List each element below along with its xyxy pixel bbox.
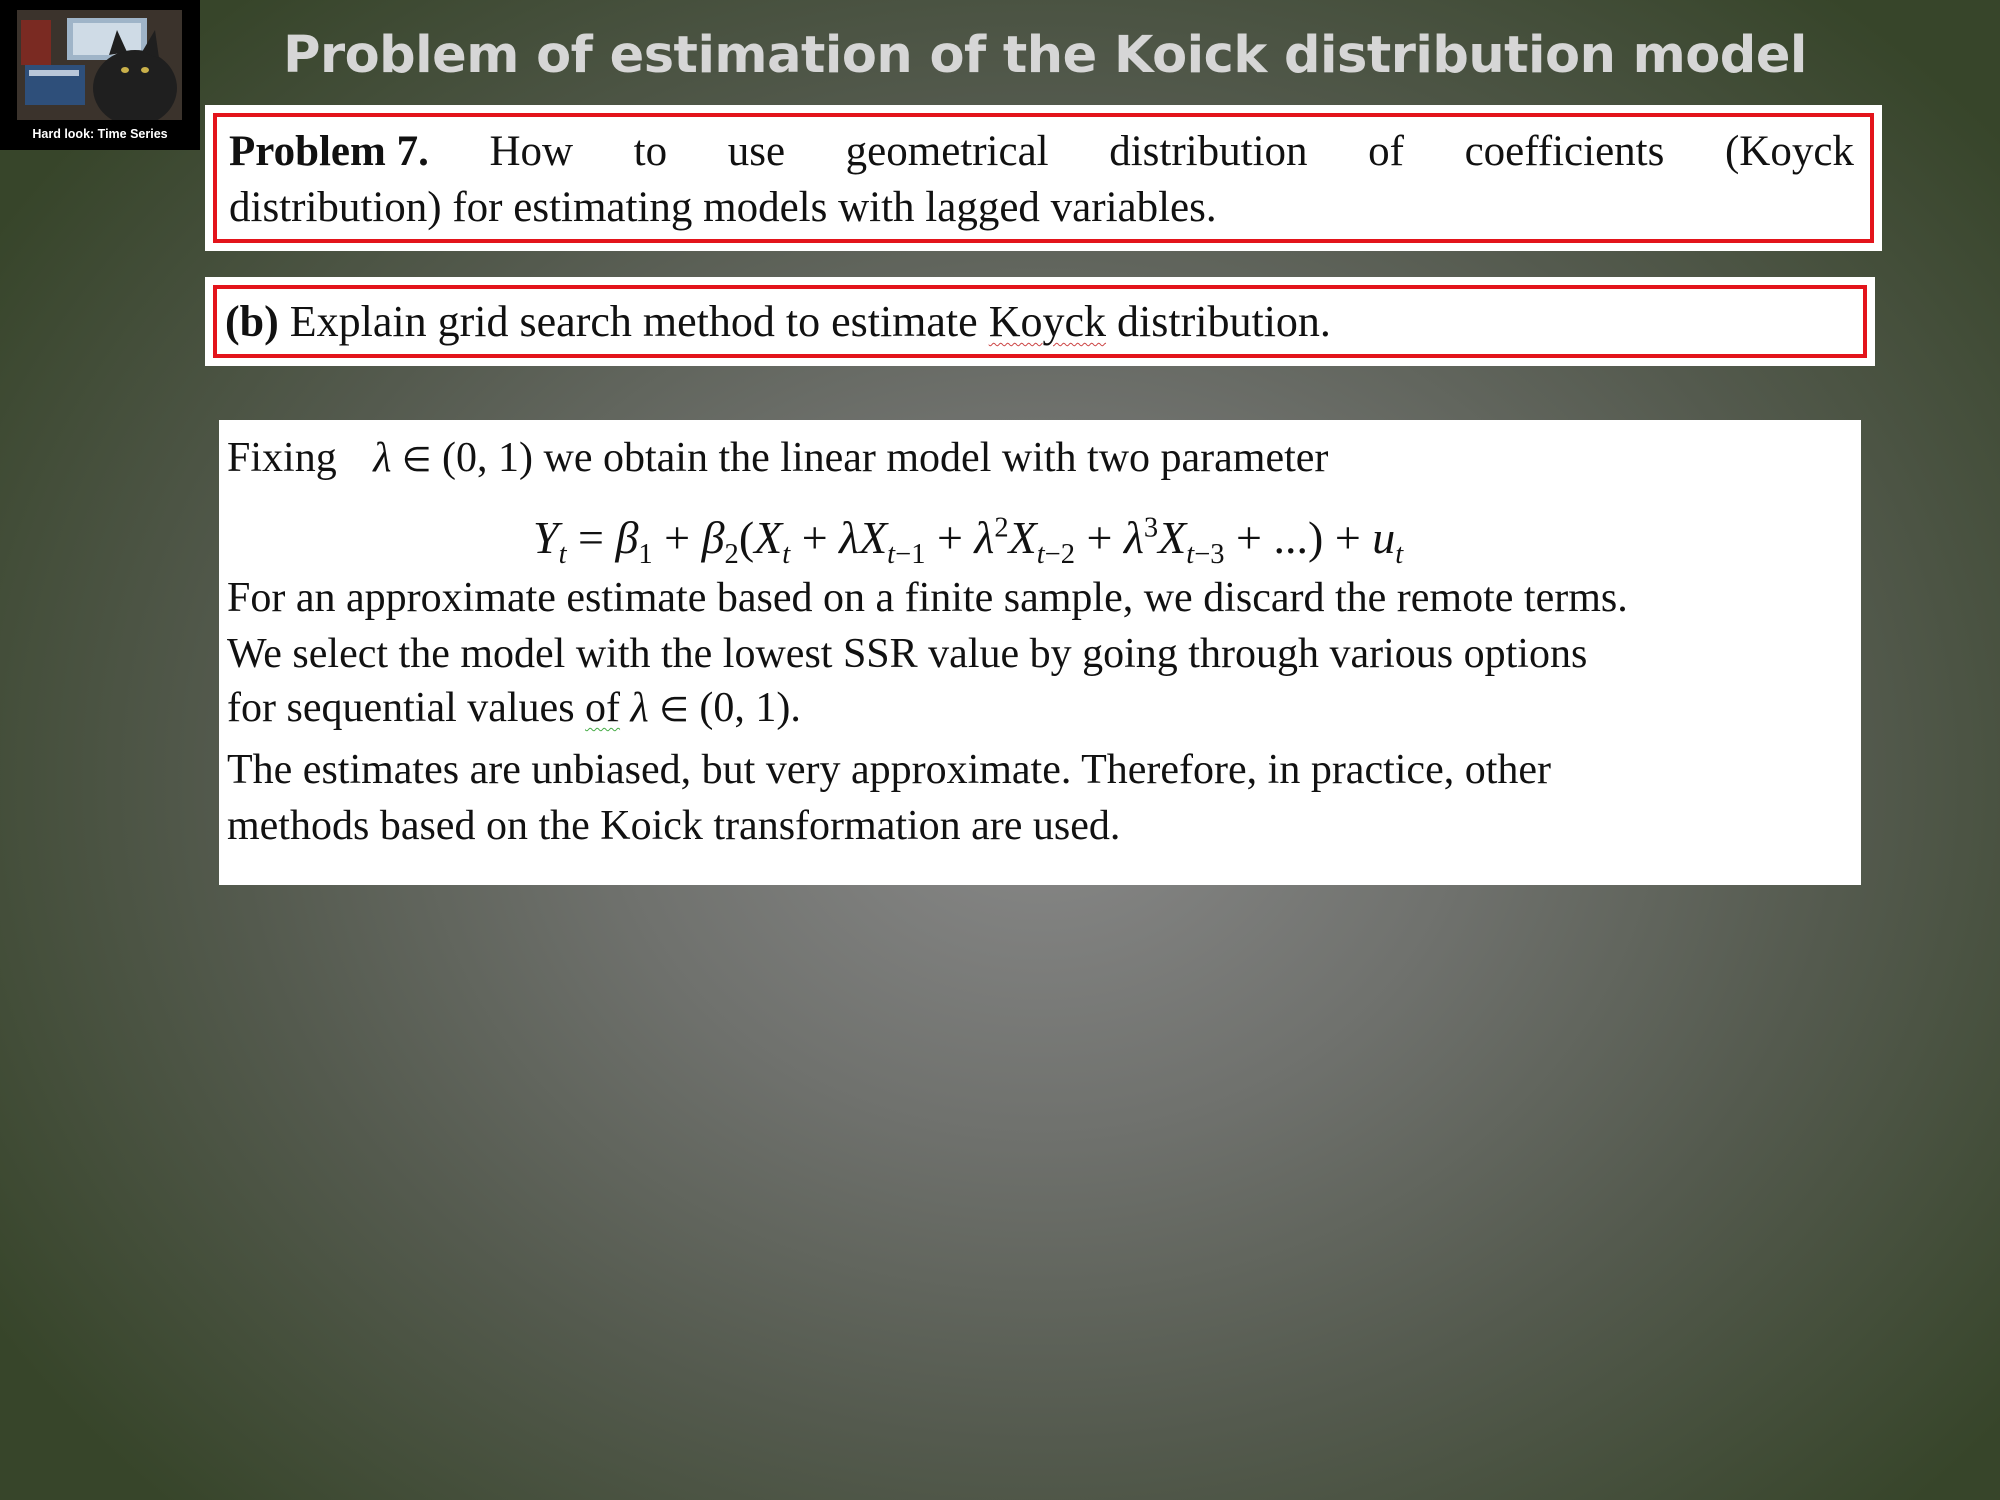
distributed-lag-equation: $Y_t = \beta_1 + \beta_2(X_t + \lambda X_{t-1} + \lambda^2X_{t-2} + \lambda^3X_{t-3}$ + ...) + $u_t$ (533, 512, 1404, 571)
answer-p3-before: for sequential values (227, 685, 575, 731)
part-b-question-text (225, 296, 1331, 347)
answer-paragraph-4: The estimates are unbiased, but very approximate. Therefore, in practice, other (227, 747, 1552, 793)
answer-p3-grammar-word: of (585, 685, 621, 731)
part-b-label: (b) (225, 297, 279, 346)
webcam-caption: Hard look: Time Series (32, 127, 168, 141)
equation-ellipsis: ... (1273, 512, 1308, 563)
problem-statement-text (229, 124, 1854, 236)
answer-paragraph-5: methods based on the Koick transformation are used. (227, 803, 1121, 849)
answer-fixing-line (227, 434, 1328, 485)
problem-line-1 (229, 124, 1854, 180)
answer-paragraph-1: For an approximate estimate based on a finite sample, we discard the remote terms. (227, 575, 1628, 621)
element-of-symbol: ∈ (659, 692, 689, 729)
answer-p3-range: (0, 1) (699, 685, 791, 731)
answer-fixing-word: Fixing (227, 435, 337, 481)
problem-word: to (633, 128, 668, 175)
answer-p3-end: . (790, 685, 801, 731)
problem-word: of (1368, 128, 1404, 175)
problem-word: coefficients (1464, 128, 1665, 175)
problem-word: distribution (1109, 128, 1308, 175)
answer-fixing-rest: we obtain the linear model with two parameter (543, 435, 1329, 481)
webcam-scene-image (17, 10, 182, 120)
problem-statement-box (205, 105, 1882, 251)
answer-paragraph-2: We select the model with the lowest SSR value by going through various options (227, 631, 1588, 677)
webcam-overlay (0, 0, 200, 150)
answer-box (219, 420, 1861, 885)
problem-word: use (727, 128, 786, 175)
lambda-symbol: λ (630, 685, 649, 731)
part-b-text-after: distribution. (1117, 297, 1331, 346)
problem-line-2: distribution) for estimating models with lagged variables. (229, 184, 1217, 231)
webcam-video-thumbnail (17, 10, 182, 120)
problem-word: (Koyck (1724, 128, 1854, 175)
problem-word: How (489, 128, 574, 175)
answer-paragraph-3 (227, 684, 801, 735)
part-b-question-box (205, 277, 1875, 366)
lambda-symbol: λ (373, 435, 392, 481)
part-b-text-before: Explain grid search method to estimate (289, 297, 978, 346)
part-b-spellcheck-word: Koyck (988, 297, 1107, 346)
slide-title: Problem of estimation of the Koick distribution model (283, 26, 1807, 85)
lambda-range: (0, 1) (442, 435, 534, 481)
problem-word: geometrical (845, 128, 1049, 175)
element-of-symbol: ∈ (401, 442, 432, 479)
problem-label: Problem 7. (229, 128, 429, 175)
